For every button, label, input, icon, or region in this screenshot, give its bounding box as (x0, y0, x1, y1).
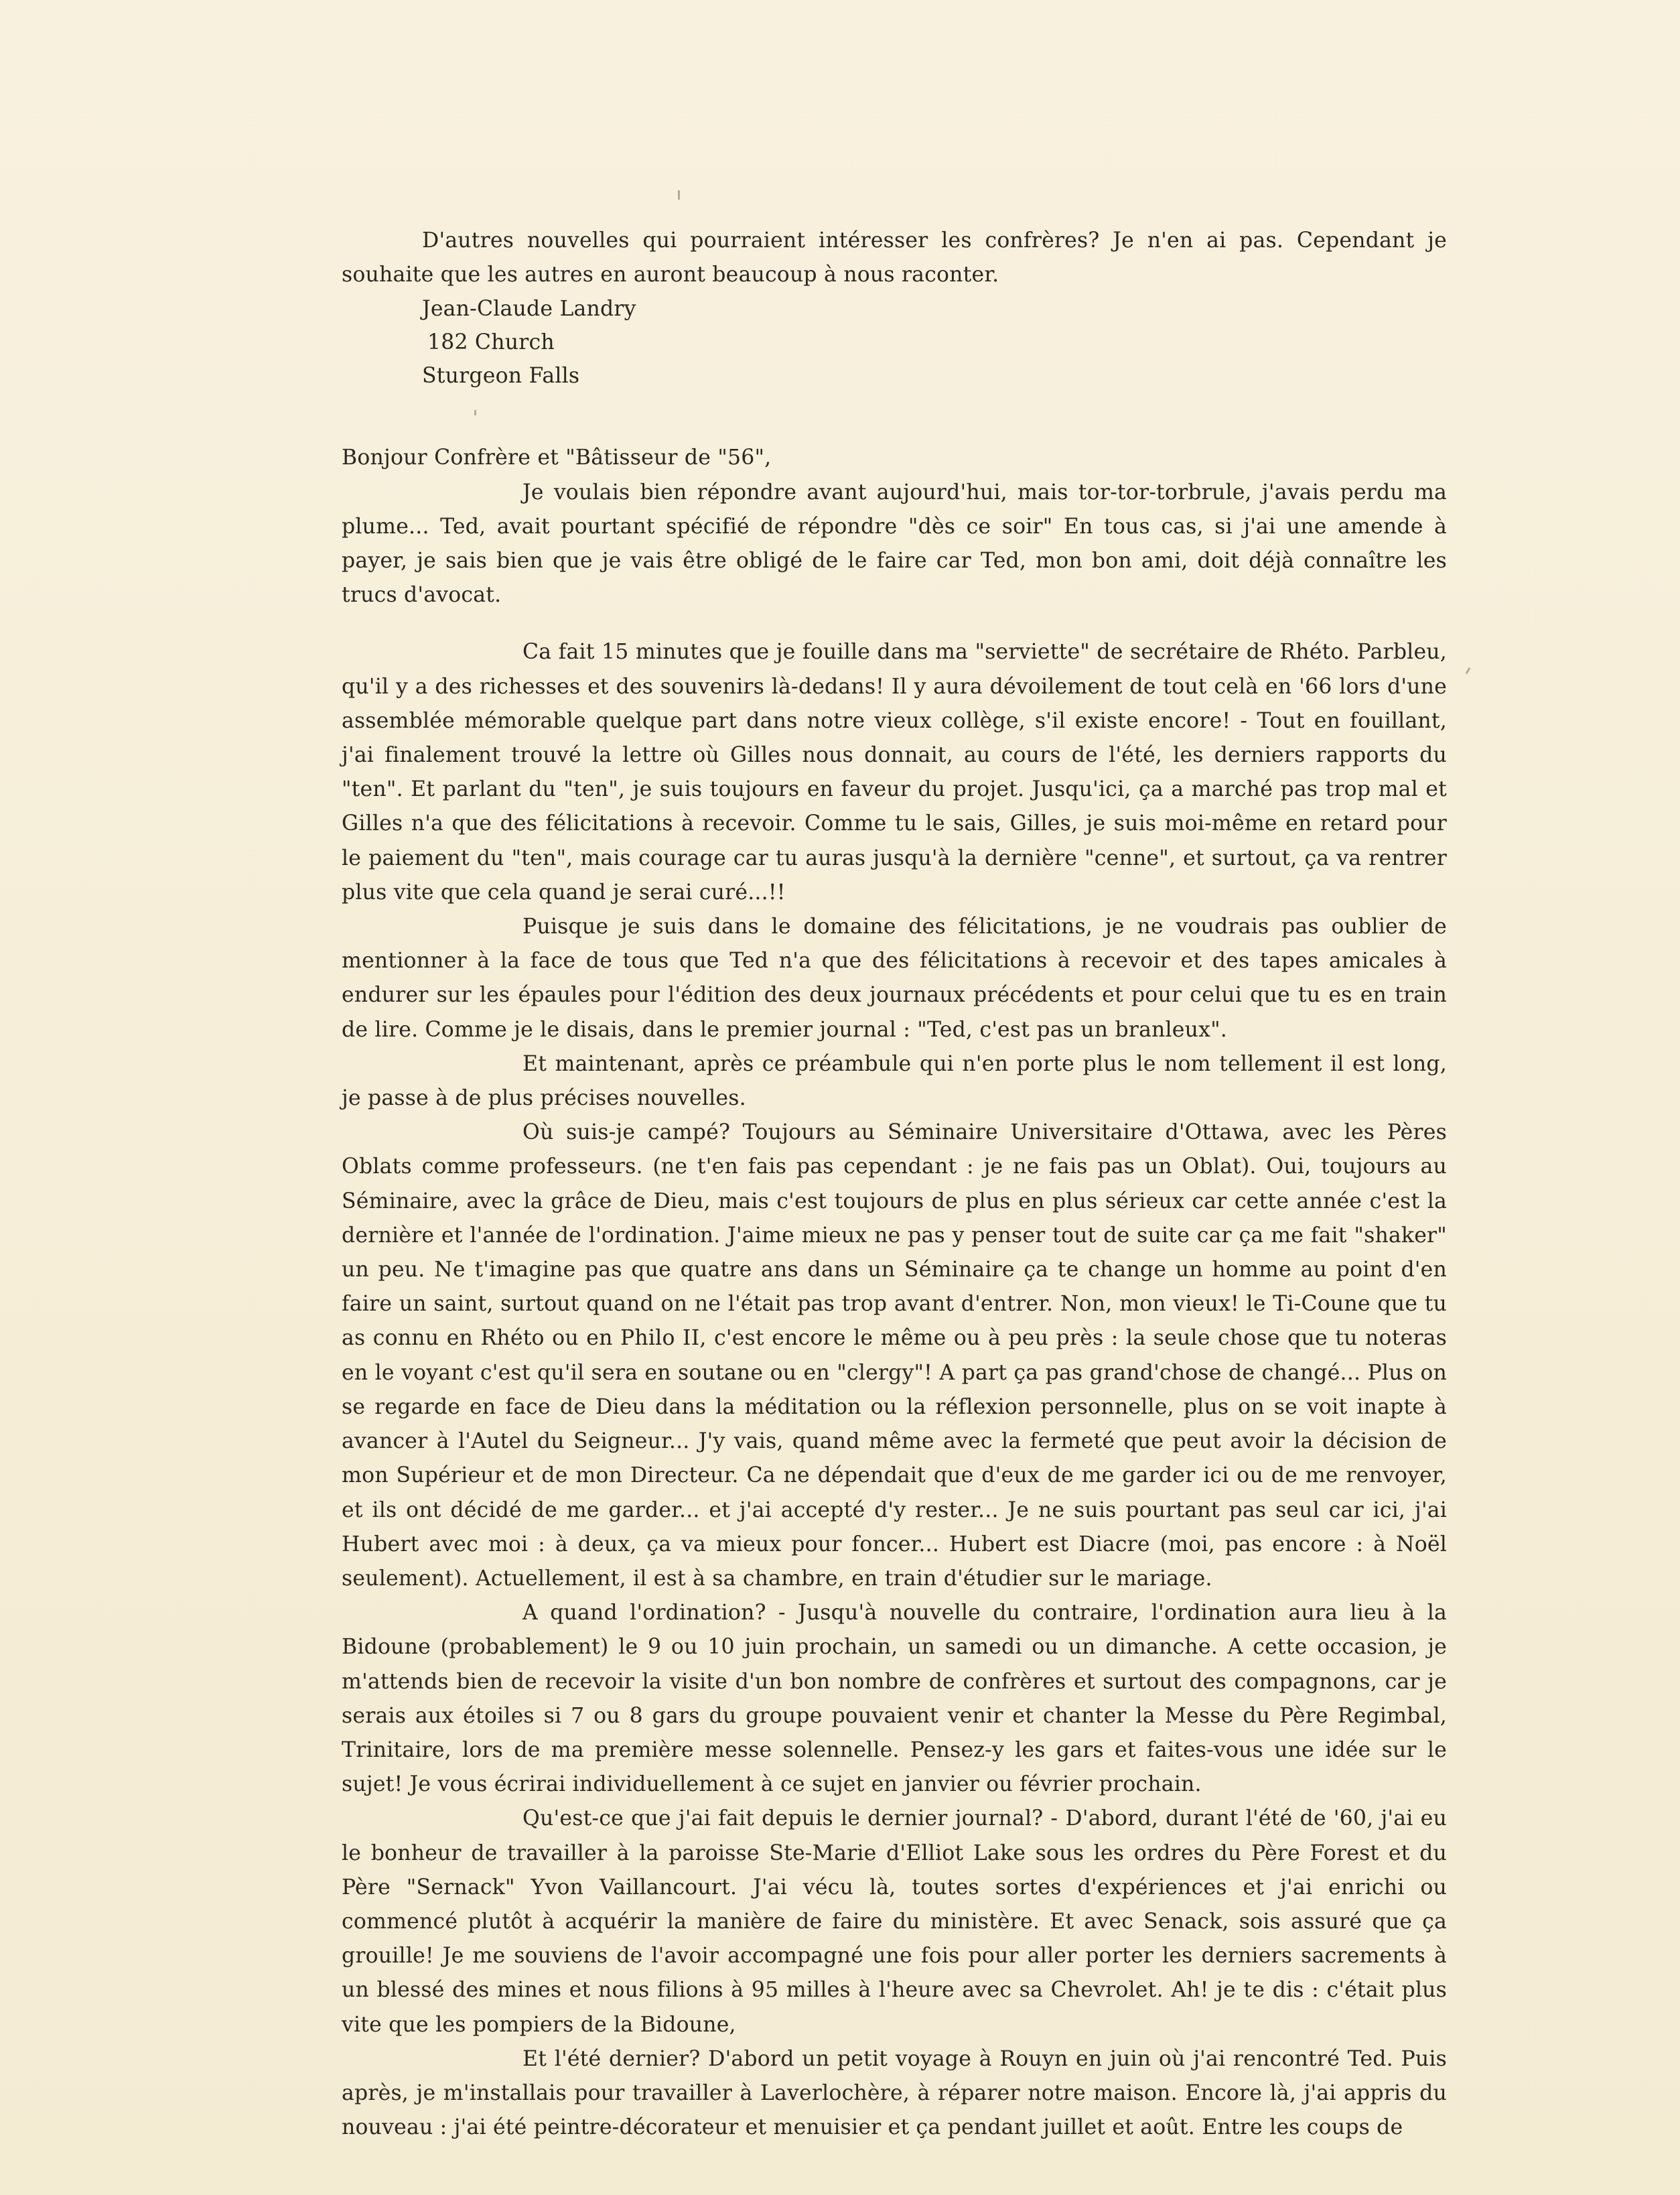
letter-paragraph: Et maintenant, après ce préambule qui n'en porte plus le nom tellement il est long, je passe à de plus précises nouvelles. (342, 1051, 1447, 1111)
document-body (342, 224, 1447, 2145)
letter-paragraph: Puisque je suis dans le domaine des félicitations, je ne voudrais pas oublier de mentionner à la face de tous que Ted n'a que des félicitations à recevoir et des tapes amicales à endurer sur les épaules pour l'édition des deux journaux précédents et pour celui que tu es en train de lire. Comme je le disais, dans le premier journal : "Ted, c'est pas un branleux". (342, 915, 1447, 1042)
letter-paragraph: A quand l'ordination? - Jusqu'à nouvelle du contraire, l'ordination aura lieu à la Bidoune (probablement) le 9 ou 10 juin prochain, un samedi ou un dimanche. A cette occasion, je m'attends bien de recevoir la visite d'un bon nombre de confrères et surtout des compagnons, car je serais aux étoiles si 7 ou 8 gars du groupe pouvaient venir et chanter la Messe du Père Regimbal, Trinitaire, lors de ma première messe solennelle. Pensez-y les gars et faites-vous une idée sur le sujet! Je vous écrirai individuellement à ce sujet en janvier ou février prochain. (342, 1601, 1447, 1797)
signature-street: 182 Church (427, 330, 555, 355)
page-mark (678, 190, 680, 200)
letter-paragraph: Où suis-je campé? Toujours au Séminaire Universitaire d'Ottawa, avec les Pères Oblats comme professeurs. (ne t'en fais pas cependant : je ne fais pas un Oblat). Oui, toujours au Séminaire, avec la grâce de Dieu, mais c'est toujours de plus en plus sérieux car cette année c'est la dernière et l'année de l'ordination. J'aime mieux ne pas y penser tout de suite car ça me fait "shaker" un peu. Ne t'imagine pas que quatre ans dans un Séminaire ça te change un homme au point d'en faire un saint, surtout quand on ne l'était pas trop avant d'entrer. Non, mon vieux! le Ti-Coune que tu as connu en Rhéto ou en Philo II, c'est encore le même ou à peu près : la seule chose que tu noteras en le voyant c'est qu'il sera en soutane ou en "clergy"! A part ça pas grand'chose de changé... Plus on se regarde en face de Dieu dans la méditation ou la réflexion personnelle, plus on se voit inapte à avancer à l'Autel du Seigneur... J'y vais, quand même avec la fermeté que peut avoir la décision de mon Supérieur et de mon Directeur. Ca ne dépendait que d'eux de me garder ici ou de me renvoyer, et ils ont décidé de me garder... et j'ai accepté d'y rester... Je ne suis pourtant pas seul car ici, j'ai Hubert avec moi : à deux, ça va mieux pour foncer... Hubert est Diacre (moi, pas encore : à Noël seulement). Actuellement, il est à sa chambre, en train d'étudier sur le mariage. (342, 1120, 1447, 1591)
letter-greeting: Bonjour Confrère et "Bâtisseur de "56", (342, 446, 772, 470)
signature-city: Sturgeon Falls (422, 364, 580, 389)
letter-paragraph: Je voulais bien répondre avant aujourd'hui, mais tor-tor-torbrule, j'avais perdu ma plume... Ted, avait pourtant spécifié de répondre "dès ce soir" En tous cas, si j'ai une amende à payer, je sais bien que je vais être obligé de le faire car Ted, mon bon ami, doit déjà connaître les trucs d'avocat. (342, 480, 1447, 608)
signature-name: Jean-Claude Landry (422, 297, 636, 322)
spacer (342, 612, 1447, 635)
intro-paragraph: D'autres nouvelles qui pourraient intéresser les confrères? Je n'en ai pas. Cependant je souhaite que les autres en auront beaucoup à nous raconter. (342, 228, 1447, 287)
spacer (342, 393, 1447, 441)
letter-paragraph: Qu'est-ce que j'ai fait depuis le dernier journal? - D'abord, durant l'été de '60, j'ai eu le bonheur de travailler à la paroisse Ste-Marie d'Elliot Lake sous les ordres du Père Forest et du Père "Sernack" Yvon Vaillancourt. J'ai vécu là, toutes sortes d'expériences et j'ai enrichi ou commencé plutôt à acquérir la manière de faire du ministère. Et avec Senack, sois assuré que ça grouille! Je me souviens de l'avoir accompagné une fois pour aller porter les derniers sacrements à un blessé des mines et nous filions à 95 milles à l'heure avec sa Chevrolet. Ah! je te dis : c'était plus vite que les pompiers de la Bidoune, (342, 1806, 1447, 2037)
letter-paragraph: Ca fait 15 minutes que je fouille dans ma "serviette" de secrétaire de Rhéto. Parbleu, qu'il y a des richesses et des souvenirs là-dedans! Il y aura dévoilement de tout celà en '66 lors d'une assemblée mémorable quelque part dans notre vieux collège, s'il existe encore! - Tout en fouillant, j'ai finalement trouvé la lettre où Gilles nous donnait, au cours de l'été, les derniers rapports du "ten". Et parlant du "ten", je suis toujours en faveur du projet. Jusqu'ici, ça a marché pas trop mal et Gilles n'a que des félicitations à recevoir. Comme tu le sais, Gilles, je suis moi-même en retard pour le paiement du "ten", mais courage car tu auras jusqu'à la dernière "cenne", et surtout, ça va rentrer plus vite que cela quand je serai curé...!! (342, 640, 1447, 905)
page-mark (1466, 667, 1471, 674)
letter-paragraph: Et l'été dernier? D'abord un petit voyage à Rouyn en juin où j'ai rencontré Ted. Puis après, je m'installais pour travailler à Laverlochère, à réparer notre maison. Encore là, j'ai appris du nouveau : j'ai été peintre-décorateur et menuisier et ça pendant juillet et août. Entre les coups de (342, 2046, 1447, 2140)
